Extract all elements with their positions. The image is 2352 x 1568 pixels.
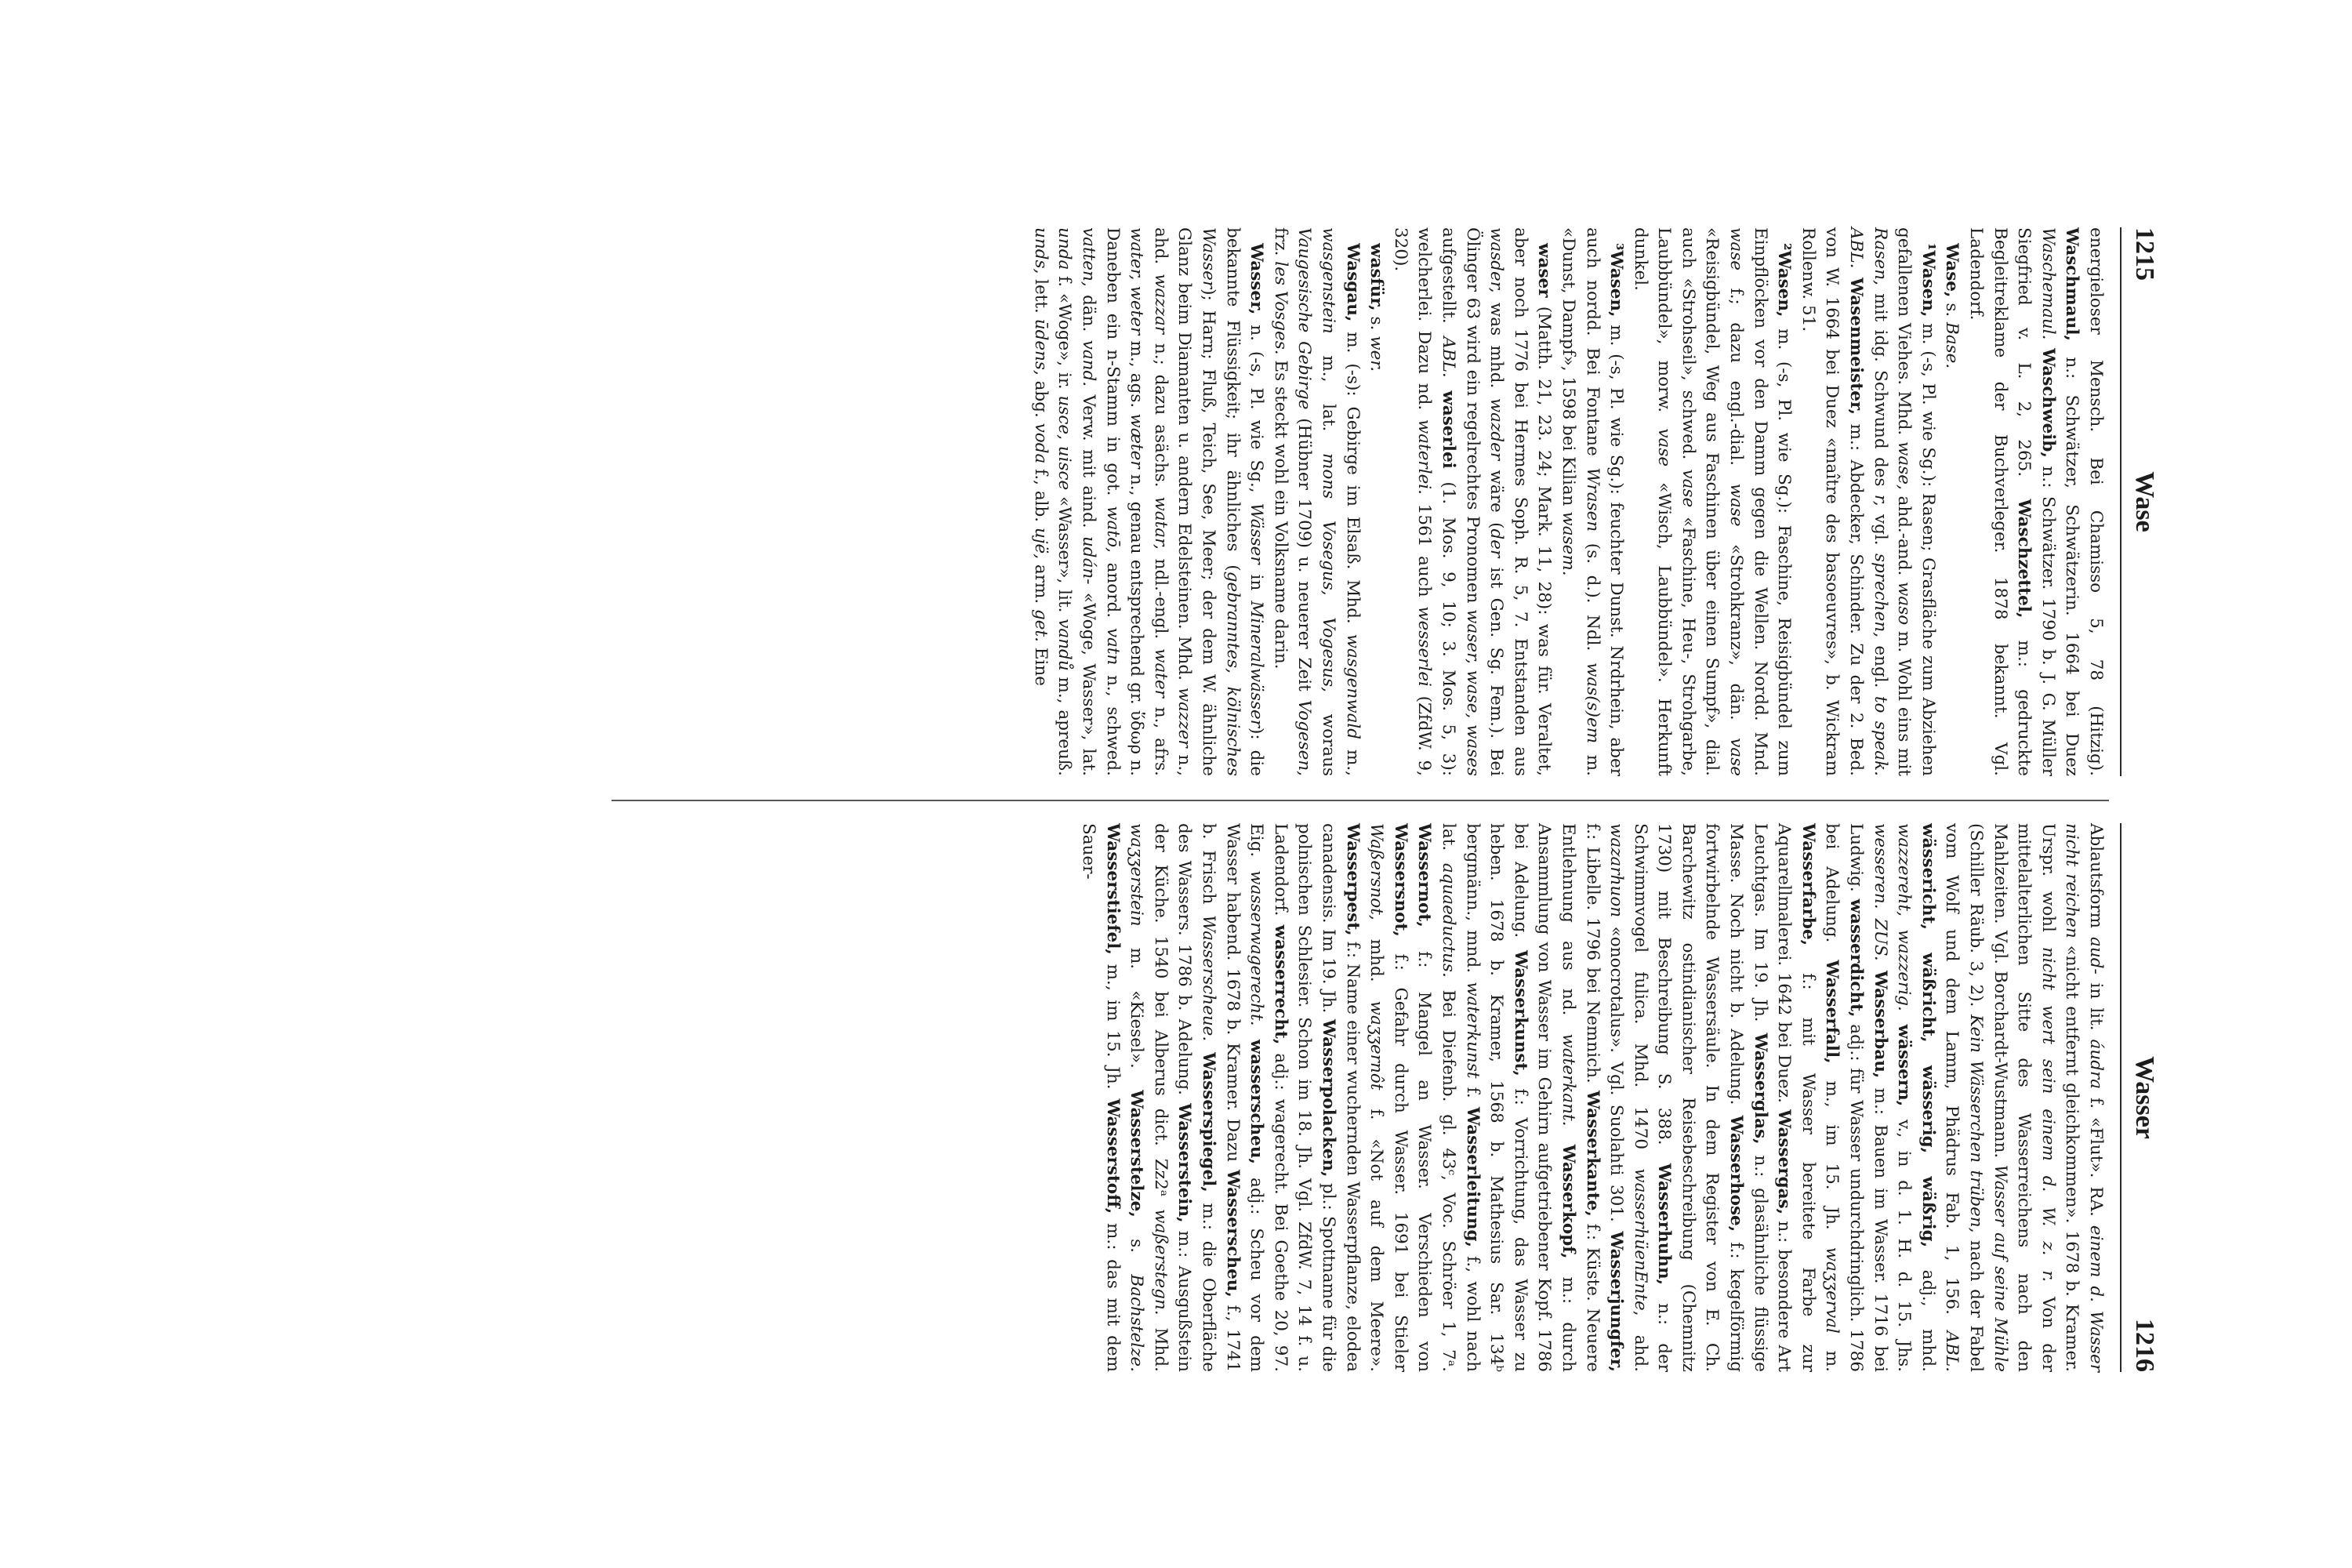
entry-text: nach der Fabel vom Wolf und dem Lamm, Phädrus Fab. 1, 156. bbox=[1942, 823, 1987, 1372]
entry-text: f., alb. bbox=[1030, 463, 1051, 528]
headword: ³Wasen, bbox=[1606, 243, 1627, 318]
italic-text: wasserhüenEnte bbox=[1630, 1168, 1650, 1311]
entry-text: n. (-s, Pl. wie Sg., bbox=[1247, 314, 1267, 503]
headword: Waschzettel, bbox=[2014, 499, 2034, 619]
headword: Wasserstiefel, bbox=[1102, 823, 1123, 955]
entry-text: n.: glasähnliche flüssige Masse. Noch nicht b. Adelung. bbox=[1726, 823, 1770, 1372]
entry-text: f.: Mangel an Wasser. Verschieden von bbox=[1414, 927, 1435, 1372]
entry-text: s. bbox=[1942, 297, 1962, 323]
entry-text bbox=[1439, 378, 1458, 391]
entry-text: «Reisigbündel, Weg aus Faschinen über einen Sumpf», dial. auch «Strohseil», schwed. bbox=[1678, 227, 1722, 776]
entry-text: «onocrotalus». Vgl. Suolahti 301. bbox=[1606, 917, 1627, 1232]
headword: ²Wasen, bbox=[1774, 243, 1795, 318]
entry-text: m., bbox=[1342, 739, 1363, 776]
italic-text: gebranntes, kölnisches Wasser bbox=[1199, 227, 1243, 776]
dictionary-entry bbox=[1555, 227, 1628, 776]
italic-text: watō, bbox=[1102, 506, 1123, 553]
entry-text: f., 1741 b. Frisch bbox=[1199, 823, 1243, 1373]
entry-text: f. bbox=[1462, 1078, 1483, 1107]
entry-text: aufgestellt. bbox=[1438, 227, 1458, 337]
italic-text: waterlei. bbox=[1414, 419, 1435, 495]
headword: Wasserkante, bbox=[1582, 1090, 1602, 1217]
entry-text: ahd.-and. bbox=[1894, 489, 1915, 583]
entry-text: f.; dazu engl.-dial. bbox=[1726, 270, 1747, 484]
running-head bbox=[2125, 227, 2164, 776]
headword: Wasserkopf, bbox=[1558, 1144, 1578, 1259]
italic-text: wazzar bbox=[1150, 274, 1171, 335]
entry-text: Eine bbox=[1030, 642, 1051, 686]
italic-text: unda bbox=[1054, 227, 1075, 270]
entry-text bbox=[1199, 1041, 1218, 1052]
italic-text: r, bbox=[1870, 494, 1890, 506]
italic-text: waßerstegn. bbox=[1150, 1209, 1171, 1316]
entry-text: lett. bbox=[1030, 274, 1051, 319]
headword: Wasserpest, bbox=[1342, 823, 1363, 936]
entry-text: wäre ( bbox=[1486, 460, 1507, 529]
italic-text: waterkant. bbox=[1558, 1033, 1578, 1127]
entry-text: engl. bbox=[1870, 637, 1890, 696]
italic-text: ujë, bbox=[1030, 527, 1051, 560]
entry-text bbox=[1247, 1026, 1266, 1040]
entry-text: m. (-s, Pl. wie Sg.): Rasen; Grasfläche zum Abziehen gefallenen Viehes. Mhd. bbox=[1894, 227, 1938, 776]
italic-text: wasserwagerecht. bbox=[1247, 870, 1267, 1026]
entry-text bbox=[1846, 268, 1866, 277]
italic-text: áudra bbox=[2086, 1039, 2106, 1090]
italic-text: ABL. bbox=[1942, 1330, 1962, 1372]
entry-text: n., schwed. bbox=[1102, 665, 1123, 776]
dictionary-entry bbox=[1795, 227, 1940, 776]
italic-text: vase bbox=[1678, 469, 1698, 508]
italic-text: wasgenwald bbox=[1342, 633, 1363, 740]
entry-text: m., lat. bbox=[1319, 333, 1338, 453]
italic-text: Waschemaul. bbox=[2038, 227, 2058, 340]
italic-text: ABL. bbox=[1438, 336, 1458, 378]
italic-text: vase bbox=[1654, 428, 1675, 467]
entry-text: «Wasser», lit. bbox=[1054, 490, 1075, 619]
dictionary-entry bbox=[1076, 823, 2107, 1372]
italic-text: Rasen, bbox=[1870, 227, 1890, 285]
entry-text: f. «Flut». RA. bbox=[2086, 1089, 2106, 1225]
entry-text: n.: besondere Art Leuchtgas. Im 19. Jh. bbox=[1750, 823, 1795, 1372]
left-page bbox=[596, 227, 2164, 776]
headword: Waschmaul, bbox=[2062, 227, 2082, 341]
italic-text: voda bbox=[1030, 423, 1051, 464]
italic-text: vase bbox=[1726, 738, 1747, 776]
headword: Wasserstoff, bbox=[1102, 1098, 1123, 1214]
entry-text: adj.: Scheu vor dem Wasser habend. 1678 b. Kramer. Dazu bbox=[1222, 823, 1267, 1372]
dictionary-entry bbox=[1940, 227, 1964, 776]
entry-text: (ZfdW. 9, 320). bbox=[1390, 227, 1435, 776]
italic-text: aquaeductus. bbox=[1438, 862, 1458, 978]
italic-text: watar, bbox=[1150, 496, 1171, 550]
entry-text: Bei Diefenb. gl. 43ᶜ, Voc. Schröer 1, 7ᵃ. bbox=[1438, 977, 1458, 1372]
entry-text: m., im 15. Jh. bbox=[1102, 954, 1123, 1099]
italic-text: wazzereht, wazzerig. bbox=[1894, 823, 1915, 1011]
headword: wässericht, wäßricht, wässerig, wäßrig, bbox=[1918, 823, 1938, 1248]
entry-text: (Schiller Räub. 3, 2). bbox=[1966, 823, 1987, 1015]
italic-text: waʒʒerval bbox=[1822, 1247, 1842, 1334]
italic-text: water bbox=[1150, 648, 1171, 698]
entry-text: f.: Gefahr durch Wasser. 1691 bei Stieler bbox=[1390, 936, 1410, 1372]
entry-text: m., apreuß. bbox=[1054, 670, 1075, 776]
dictionary-spread bbox=[596, 227, 2164, 1403]
entry-text: anord. bbox=[1102, 552, 1123, 628]
entry-text: m. bbox=[1822, 1333, 1842, 1372]
italic-text: vatn bbox=[1102, 627, 1123, 666]
entry-text: m.: Ausgußstein der Küche. 1540 bei Alberus dict. Zz2ᵃ bbox=[1150, 823, 1195, 1373]
headword: waserlei bbox=[1438, 390, 1458, 469]
italic-text: get. bbox=[1030, 609, 1051, 643]
italic-text: wase bbox=[1726, 227, 1747, 270]
headword: Wasserhuhn, bbox=[1654, 1163, 1675, 1286]
headword: Wasserscheu, bbox=[1222, 1169, 1243, 1298]
entry-text: «Strohkranz», dän. bbox=[1726, 526, 1747, 739]
entry-text: frz. bbox=[1270, 227, 1290, 262]
headword: Wasserglas, bbox=[1750, 1033, 1770, 1145]
entry-text: m. Wohl eins mit bbox=[1894, 625, 1915, 777]
italic-text: einem d. Wasser nicht reichen bbox=[2062, 823, 2106, 1373]
entry-text bbox=[1559, 1126, 1578, 1144]
page-number: 1216 bbox=[2130, 1319, 2159, 1372]
italic-text: vandů bbox=[1054, 619, 1075, 671]
entry-text: m.: gedruckte Begleitreklame der Buchverleger. 1878 bekannt. Vgl. Ladendorf. bbox=[1966, 227, 2034, 776]
headword: Wasserstein, bbox=[1174, 1103, 1195, 1223]
entry-text: s. bbox=[1367, 310, 1387, 336]
entry-text: m. «Kiesel». bbox=[1127, 926, 1147, 1091]
italic-text: udán- bbox=[1079, 535, 1099, 585]
headword: Wassernot, bbox=[1414, 823, 1435, 927]
entry-text: m.: durch Ansammlung von Wasser im Gehirn aufgetriebener Kopf. 1786 bei Adelung. bbox=[1510, 823, 1578, 1372]
entry-text: f. «Woge», ir. bbox=[1054, 270, 1075, 396]
entry-text: m.: Bauen im Wasser. 1716 bei Ludwig. bbox=[1846, 823, 1890, 1372]
headword: ¹Wasen, bbox=[1918, 243, 1938, 318]
entry-text: (1. Mos. 9, 10; 3. Mos. 5, 3): welcherlei. Dazu nd. bbox=[1414, 227, 1458, 776]
entry-text: f., wohl nach lat. bbox=[1438, 823, 1483, 1372]
entry-text: «Wisch, Laubbündel». Herkunft dunkel. bbox=[1630, 227, 1675, 776]
headword: Wasserspiegel, bbox=[1199, 1052, 1219, 1192]
headword: Wasserpolacken, bbox=[1319, 1018, 1338, 1178]
header-rule bbox=[2120, 227, 2122, 776]
entry-text: adj.: wagerecht. Bei Goethe 20, 97. Eig. bbox=[1247, 823, 1290, 1372]
italic-text: wazzer bbox=[1174, 687, 1195, 748]
headword: Wasserbau, bbox=[1870, 970, 1890, 1079]
italic-text: aud- bbox=[2086, 937, 2106, 975]
entry-text: «Woge, Wasser», lat. bbox=[1079, 584, 1099, 776]
entry-text: m. «Dunst, Dampf», 1598 bei Kilian bbox=[1558, 227, 1602, 776]
entry-text: energieloser Mensch. Bei Chamisso 5, 78 (Hitzig). bbox=[2086, 227, 2106, 776]
entry-text: woraus bbox=[1319, 692, 1338, 776]
italic-text: Wrasen bbox=[1582, 467, 1602, 532]
entry-text: Verw. mit aind. bbox=[1079, 387, 1099, 536]
dictionary-entry bbox=[1963, 227, 2107, 776]
italic-text: der bbox=[1486, 528, 1507, 558]
headword: wasserrecht, bbox=[1270, 924, 1290, 1045]
running-head-word: Wase bbox=[2130, 471, 2159, 532]
entry-text: adj.: für Wasser undurchdringlich. 1786 bei Adelung. bbox=[1822, 823, 1867, 1372]
headword: Wasserhose, bbox=[1726, 1115, 1747, 1232]
entry-text bbox=[1894, 1011, 1914, 1025]
entry-text: Von der mittelalterlichen Sitte des Wasserreichens nach den Mahlzeiten. Vgl. Borchardt-Wustmann. bbox=[1990, 823, 2058, 1373]
entry-text: was mhd. bbox=[1486, 292, 1507, 398]
italic-text: les Vosges. bbox=[1270, 261, 1290, 355]
entry-text: «Faschine, Heu-, Strohgarbe, Laubbündel», morw. bbox=[1654, 227, 1698, 777]
entry-text: «nicht entfernt gleichkommen». 1678 b. Kramer. Urspr. wohl bbox=[2038, 823, 2082, 1372]
headword: Wasserjungfer, bbox=[1606, 1231, 1627, 1372]
entry-text: ): die bekannte Flüssigkeit; ihr ähnliches ( bbox=[1222, 227, 1267, 776]
italic-text: waʒʒerstein bbox=[1127, 823, 1147, 927]
entry-text: mhd. bbox=[1367, 920, 1387, 1001]
dictionary-entry bbox=[1028, 227, 1268, 776]
italic-text: mons Vosegus, Vogesus, bbox=[1319, 452, 1338, 692]
entry-text: in bbox=[1247, 564, 1267, 601]
italic-text: wase, bbox=[1894, 441, 1915, 490]
entry-text: m.: das mit dem Sauer- bbox=[1079, 823, 1123, 1372]
entry-text: (s. d.). Ndl. bbox=[1582, 532, 1602, 662]
italic-text: vatten, bbox=[1079, 227, 1099, 287]
text-column bbox=[596, 227, 2107, 776]
entry-text: (Hübner 1709) u. neuerer Zeit bbox=[1294, 409, 1315, 700]
running-head bbox=[2125, 823, 2164, 1372]
italic-text: wasder, bbox=[1486, 227, 1507, 293]
dictionary-entry bbox=[1388, 227, 1555, 776]
headword: Wassersnot, bbox=[1390, 823, 1410, 937]
headword: Wasserkunst, bbox=[1510, 949, 1530, 1076]
entry-text: f.: Vorrichtung, das Wasser zu heben. 1678 b. Kramer, 1568 b. Mathesius Sar. 134ᵇ bergmänn., mnd. bbox=[1462, 823, 1530, 1372]
header-rule bbox=[2120, 823, 2122, 1372]
entry-text: f.: Libelle. 1796 bei Nemnich. bbox=[1582, 823, 1602, 1091]
entry-text: m. (-s, Pl. wie Sg.): Faschine, Reisigbündel zum Einpflöcken vor den Damm gegen die Wellen. Nordd. Mnd. bbox=[1750, 227, 1795, 776]
headword: Wasserfarbe, bbox=[1798, 823, 1818, 946]
entry-text: mit idg. Schwund des bbox=[1870, 285, 1890, 495]
entry-text: m. (-s, Pl. wie Sg.): feuchter Dunst. Nrdrhein, aber auch nordd. Bei Fontane bbox=[1582, 227, 1627, 776]
headword: Wasser, bbox=[1247, 243, 1267, 315]
entry-text: dän. bbox=[1079, 286, 1099, 340]
headword: Wase, bbox=[1942, 243, 1962, 298]
headword: Wasserstelze, bbox=[1127, 1090, 1147, 1218]
dictionary-entry bbox=[1268, 227, 1363, 776]
dictionary-entry bbox=[1628, 227, 1795, 776]
entry-text: s. bbox=[1127, 1217, 1147, 1275]
headword: wässern, bbox=[1894, 1024, 1915, 1107]
italic-text: to speak. ABL. bbox=[1846, 227, 1890, 776]
entry-text: m.: Abdecker, Schinder. Zu der 2. Bed. von W. 1664 bei Duez «maître des basoeuvres», b. Wickram Rollenw. 51. bbox=[1798, 227, 1867, 776]
entry-text: (Matth. 21, 23. 24; Mark. 11, 28): was für. Veraltet, aber noch 1776 bei Hermes Soph. R. 5, 7. Entstanden aus bbox=[1510, 227, 1555, 776]
right-page bbox=[596, 823, 2164, 1372]
entry-text: adj., mhd. bbox=[1918, 1247, 1938, 1372]
italic-text: wasem. bbox=[1558, 511, 1578, 576]
entry-text: f.: kegelförmig fortwirbelnde Wassersäule. In dem Register von E. Ch. Barchewitz ostindianischer Reisebeschreibung (Chemnitz 1730) mit Beschreibung S. 388. bbox=[1654, 823, 1747, 1372]
entry-text: Es steckt wohl ein Volksname darin. bbox=[1270, 354, 1290, 670]
headword: wasserdicht, bbox=[1846, 898, 1867, 1018]
entry-text: n.; dazu asächs. bbox=[1150, 334, 1171, 497]
italic-text: wasgenstein bbox=[1319, 227, 1338, 334]
italic-text: Base. bbox=[1942, 322, 1962, 369]
headword: waser bbox=[1534, 243, 1555, 298]
italic-text: wesseren. ZUS. bbox=[1870, 823, 1890, 961]
entry-text: arm. bbox=[1030, 559, 1051, 610]
entry-text: f.: Küste. Neuere Entlehnung aus nd. bbox=[1558, 823, 1602, 1372]
italic-text: nicht wert sein einem d. W. z. r. bbox=[2038, 946, 2058, 1283]
entry-text: f.: mit Wasser bereitete Farbe zur Aquarellmalerei. 1642 bei Duez. bbox=[1774, 823, 1818, 1372]
entry-text: n., ahd. bbox=[1150, 227, 1195, 776]
entry-text: v., in d. 1. H. d. 15. Jhs. bbox=[1894, 1106, 1915, 1372]
italic-text: wer. bbox=[1367, 336, 1387, 372]
italic-text: sprechen, bbox=[1870, 553, 1890, 638]
entry-text: ndl.-engl. bbox=[1150, 549, 1171, 649]
entry-text: f.: Name einer wuchernden Wasserpflanze, elodea canadensis. Im 19. Jh. bbox=[1319, 823, 1363, 1372]
italic-text: waʒʒernôt bbox=[1367, 1000, 1387, 1091]
headword: Wasgau, bbox=[1342, 243, 1363, 322]
headword: Wasserleitung, bbox=[1462, 1106, 1483, 1248]
entry-text: ist Gen. Sg. Fem.). Bei Ölinger 63 wird ein regelrechtes Pronomen bbox=[1462, 227, 1507, 777]
text-column bbox=[596, 823, 2107, 1372]
entry-text bbox=[1871, 961, 1890, 971]
entry-text bbox=[2038, 339, 2058, 348]
italic-text: usce, uisce bbox=[1054, 395, 1075, 491]
italic-text: Wasser auf seine Mühle bbox=[1990, 1164, 2010, 1372]
entry-text: vgl. bbox=[1870, 506, 1890, 554]
italic-text: Wässer bbox=[1247, 503, 1267, 564]
entry-text: m., ags. bbox=[1127, 335, 1147, 414]
italic-text: Kein Wässerchen trüben, bbox=[1966, 1014, 1987, 1233]
dictionary-entry bbox=[1364, 227, 1388, 776]
page-number: 1215 bbox=[2130, 227, 2159, 281]
italic-text: ūdens, bbox=[1030, 318, 1051, 376]
entry-text: Mhd. bbox=[1150, 1315, 1171, 1372]
entry-text: ); Harn; Fluß, Teich, See, Meer; der dem W. ähnliche Glanz beim Diamanten u. andern Edelsteinen. Mhd. bbox=[1174, 227, 1219, 776]
italic-text: water, weter bbox=[1127, 227, 1147, 336]
italic-text: vand. bbox=[1079, 339, 1099, 387]
italic-text: Wasserscheue. bbox=[1199, 915, 1219, 1042]
entry-text: 1561 auch bbox=[1414, 495, 1435, 607]
italic-text: Vogesen, bbox=[1294, 699, 1315, 777]
entry-text: in lit. bbox=[2086, 974, 2106, 1040]
entry-text: m., im 15. Jh. bbox=[1822, 1063, 1842, 1247]
entry-text: pl.: Spottname für die polnischen Schlesier. Schon im 18. Jh. Vgl. ZfdW. 7, 14 f. u. Ladendorf. bbox=[1270, 823, 1338, 1372]
entry-text: n.: der Schwimmvogel fulica. Mhd. 1470 bbox=[1630, 823, 1675, 1373]
headword: Waschweib, bbox=[2038, 348, 2058, 458]
entry-text: n.: Schwätzer. 1790 b. J. G. Müller Siegfried v. L. 2, 265. bbox=[2014, 227, 2058, 776]
italic-text: waser, wase, wases bbox=[1462, 609, 1483, 776]
headword: Wasenmeister, bbox=[1846, 277, 1867, 416]
column-divider bbox=[612, 800, 2109, 801]
italic-text: was(s)em bbox=[1582, 662, 1602, 744]
italic-text: waso bbox=[1894, 582, 1915, 626]
italic-text: wazder bbox=[1486, 397, 1507, 461]
entry-text: m.: die Oberfläche des Wassers. 1786 b. Adelung. bbox=[1174, 823, 1219, 1372]
entry-text: , ahd. bbox=[1630, 1310, 1650, 1372]
italic-text: wazarhuon bbox=[1606, 823, 1627, 918]
italic-text: Mineralwässer bbox=[1247, 601, 1267, 728]
entry-text: Ablautsform bbox=[2086, 823, 2106, 938]
entry-text: f. «Not auf dem Meere». bbox=[1367, 1090, 1387, 1372]
italic-text: unds, bbox=[1030, 227, 1051, 274]
headword: Wassergas, bbox=[1774, 1109, 1795, 1215]
running-head-word: Wasser bbox=[2130, 1056, 2159, 1139]
italic-text: Waßersnot, bbox=[1367, 823, 1387, 920]
italic-text: waterkunst bbox=[1462, 982, 1483, 1079]
entry-text: n.: Schwätzer, Schwätzerin. 1664 bei Duez bbox=[2062, 341, 2082, 776]
italic-text: wæter bbox=[1127, 413, 1147, 469]
entry-text: abg. bbox=[1030, 375, 1051, 423]
italic-text: Vaugesische Gebirge bbox=[1294, 227, 1315, 410]
italic-text: Bachstelze. bbox=[1127, 1274, 1147, 1372]
headword: Wasserfall, bbox=[1822, 960, 1842, 1064]
entry-text: n., genau entsprechend gr. ὕδωρ n. Daneben ein n-Stamm in got. bbox=[1102, 227, 1147, 777]
italic-text: wase bbox=[1726, 483, 1747, 527]
entry-text: n., afrs. bbox=[1150, 697, 1171, 776]
headword: wasfür, bbox=[1367, 243, 1387, 311]
entry-text: m. (-s): Gebirge im Elsaß. Mhd. bbox=[1342, 321, 1363, 634]
italic-text: wesserlei bbox=[1414, 606, 1435, 687]
headword: wasserscheu, bbox=[1247, 1039, 1267, 1164]
